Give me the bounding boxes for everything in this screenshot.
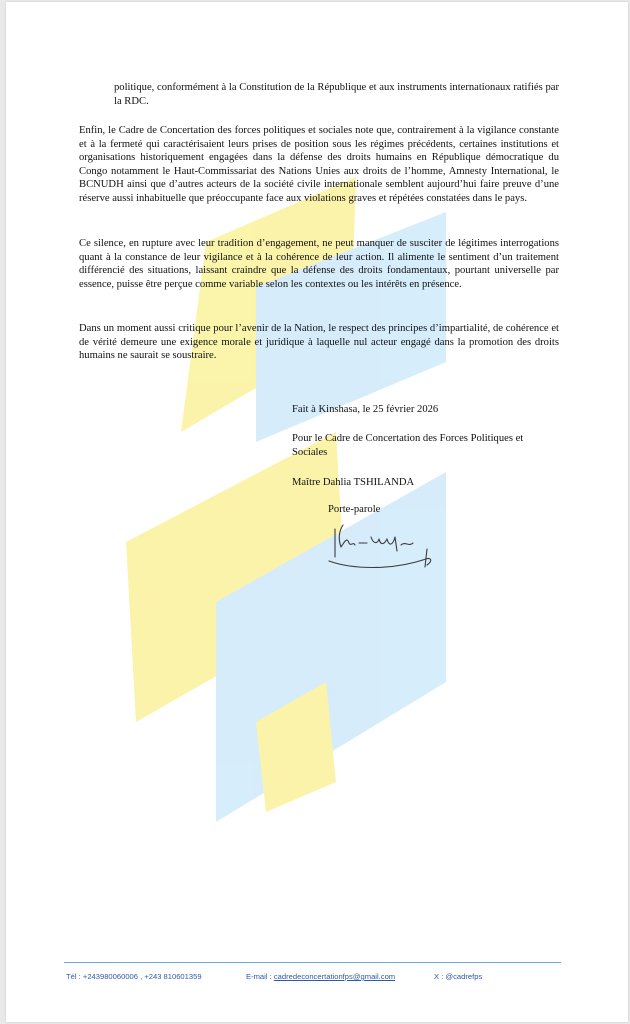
footer-x-handle[interactable]: X : @cadrefps xyxy=(434,972,483,981)
paragraph-4-text: Dans un moment aussi critique pour l’avenir de la Nation, le respect des principes d’impartialité, de cohérence et de vérité demeure une exigence morale et juridique à laquelle nul acteur engagé dans la promotion des droits humains ne saurait se soustraire. xyxy=(79,323,559,362)
signoff-role: Porte-parole xyxy=(328,504,381,515)
paragraph-4 xyxy=(79,322,559,363)
paragraph-continued xyxy=(114,81,559,108)
footer-email-label: E-mail : xyxy=(246,972,272,981)
signoff-place-date: Fait à Kinshasa, le 25 février 2026 xyxy=(292,404,439,415)
handwritten-signature xyxy=(321,517,441,577)
signoff-on-behalf: Pour le Cadre de Concertation des Forces Politiques et Sociales xyxy=(292,433,524,458)
footer-divider xyxy=(64,962,561,963)
document-page xyxy=(6,2,628,1022)
footer-email-block xyxy=(246,972,395,981)
paragraph-3 xyxy=(79,237,559,291)
paragraph-2 xyxy=(79,124,559,206)
footer-phone: Tél : +243980060006 , +243 810601359 xyxy=(66,972,202,981)
paragraph-3-text: Ce silence, en rupture avec leur tradition d’engagement, ne peut manquer de susciter de légitimes interrogations quant à la constance de leur vigilance et à la cohérence de leur action. Il alimente le sentiment d’un traitement différencié des situations, laissant craindre que la défense des droits fondamentaux, pourtant universelle par essence, puisse être perçue comme variable selon les contextes ou les intérêts en présence. xyxy=(79,238,559,290)
signoff-signatory: Maître Dahlia TSHILANDA xyxy=(292,477,415,488)
footer-email-link[interactable]: cadredeconcertationfps@gmail.com xyxy=(273,972,396,981)
paragraph-continued-text: politique, conformément à la Constitution de la République et aux instruments internationaux ratifiés par la RDC. xyxy=(114,82,559,107)
paragraph-2-text: Enfin, le Cadre de Concertation des forces politiques et sociales note que, contrairement à la vigilance constante et à la fermeté qui caractérisaient leurs prises de position sous les régimes précédents, certaines institutions et organisations historiquement engagées dans la défense des droits humains en République démocratique du Congo notamment le Haut-Commissariat des Nations Unies aux droits de l’homme, Amnesty International, le BCNUDH ainsi que d’autres acteurs de la société civile internationale semblent aujourd’hui faire preuve d’une réserve aussi inhabituelle que préoccupante face aux violations graves et répétées constatées dans le pays. xyxy=(79,125,559,204)
